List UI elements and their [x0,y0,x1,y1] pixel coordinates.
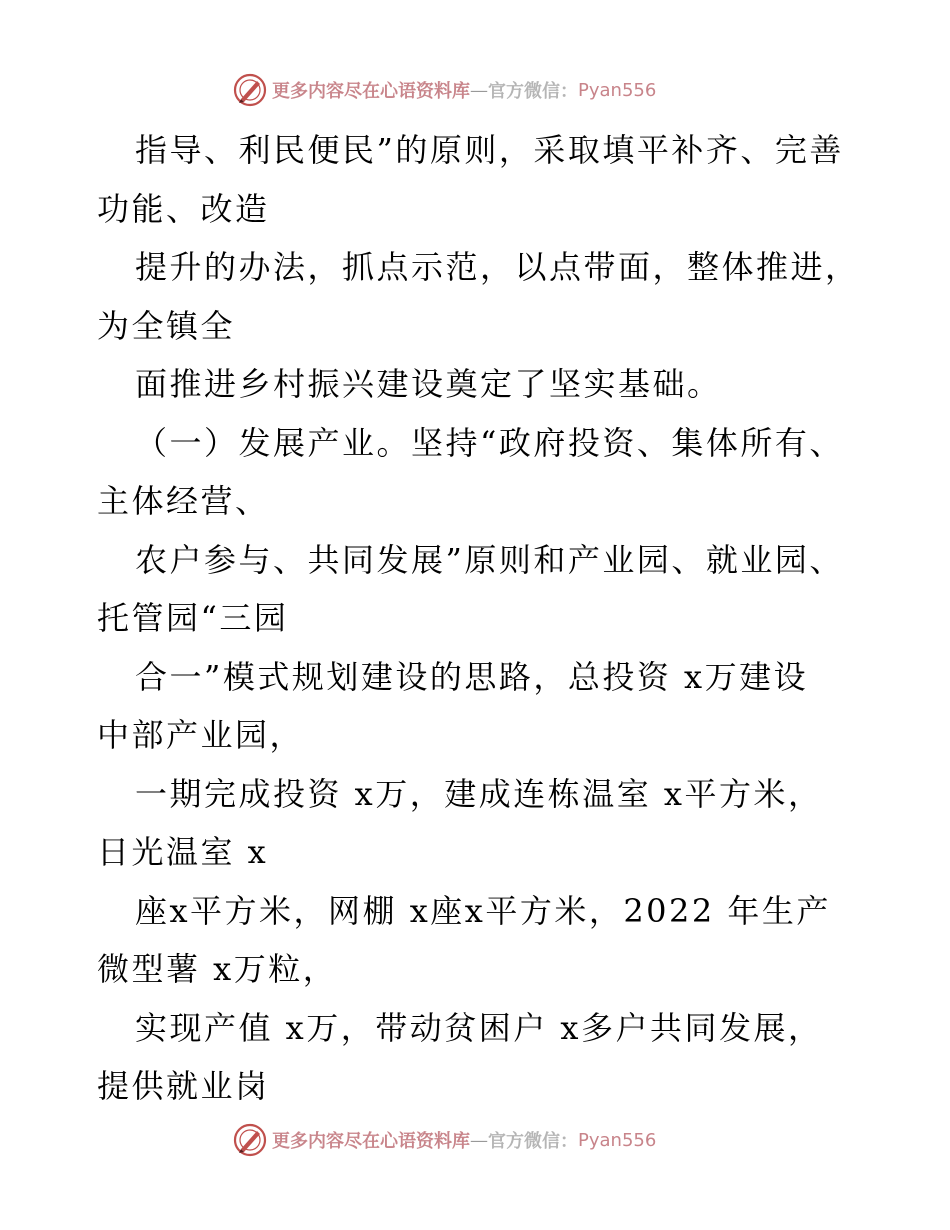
body-text-line: 功能、改造 [97,189,270,228]
header-watermark [232,70,656,110]
watermark-separator: — [470,1129,488,1151]
body-text-line: 指导、利民便民”的原则，采取填平补齐、完善 [135,131,844,169]
body-text-line: 为全镇全 [97,306,236,345]
body-text-line: 座x平方米，网棚 x座x平方米，2022 年生产 [135,891,831,930]
footer-watermark [232,1120,656,1160]
document-body [97,121,917,1116]
watermark-wechat-id: Pyan556 [578,79,657,101]
body-text-line: 一期完成投资 x万，建成连栋温室 x平方米， [135,774,823,813]
watermark-main-text: 更多内容尽在心语资料库 [272,1131,470,1152]
watermark-wechat-label: 官方微信： [488,1131,578,1152]
quill-pen-logo-icon [232,72,268,108]
body-text-line: 实现产值 x万，带动贫困户 x多户共同发展， [135,1008,823,1047]
body-text-line: 托管园“三园 [97,599,289,637]
body-text-line: 日光温室 x [97,833,269,871]
watermark-separator: — [470,79,488,101]
body-text-line: 中部产业园， [97,716,305,754]
body-text-line: 提升的办法，抓点示范，以点带面，整体推进， [135,248,860,286]
body-text-line: 提供就业岗 [97,1067,270,1105]
watermark-main-text: 更多内容尽在心语资料库 [272,81,470,102]
watermark-wechat-id: Pyan556 [578,1129,657,1151]
watermark-wechat-label: 官方微信： [488,81,578,102]
body-text-line: （一）发展产业。坚持“政府投资、集体所有、 [135,423,844,462]
body-text-line: 合一”模式规划建设的思路，总投资 x万建设 [135,657,809,696]
body-text-line: 微型薯 x万粒， [97,950,338,988]
body-text-line: 面推进乡村振兴建设奠定了坚实基础。 [135,365,722,403]
body-text-line: 农户参与、共同发展”原则和产业园、就业园、 [135,540,844,579]
body-text-line: 主体经营、 [97,482,270,520]
quill-pen-logo-icon [232,1122,268,1158]
